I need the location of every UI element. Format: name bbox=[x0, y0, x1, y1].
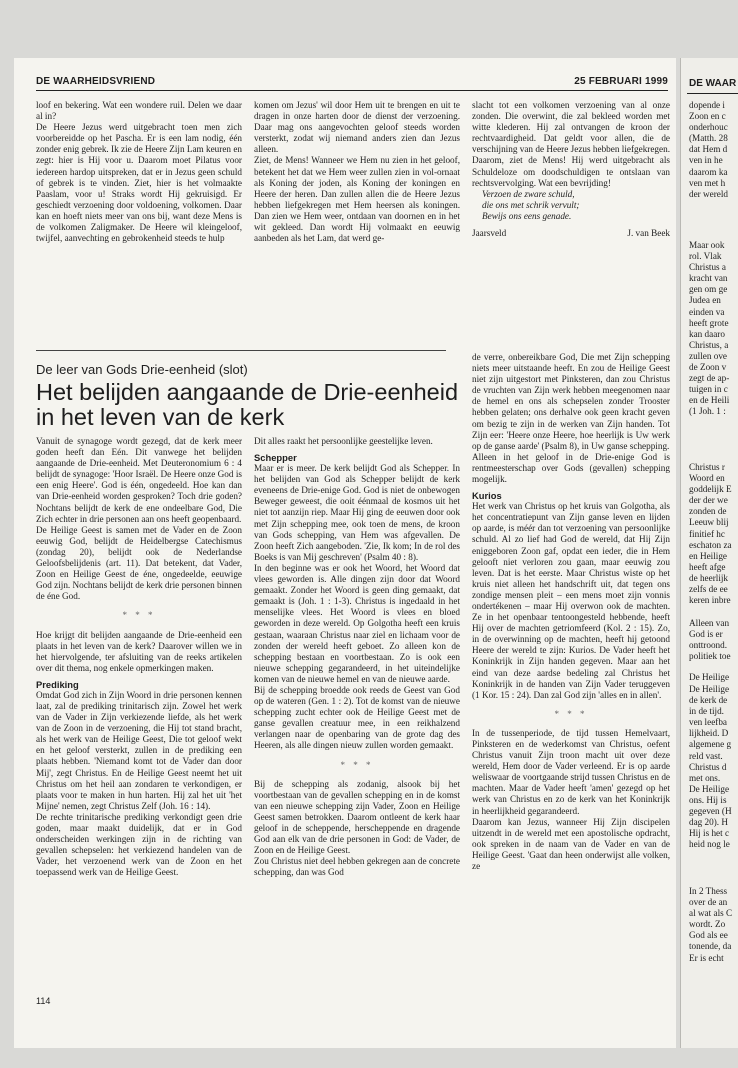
paragraph: Dit alles raakt het persoonlijke geestelijke leven. bbox=[254, 436, 433, 446]
text-line: Alleen van bbox=[689, 618, 730, 628]
paragraph: De rechte trinitarische prediking verkondigt geen drie goden, maar maakt duidelijk, dat er in God onderscheiden werkingen zijn in de richting van gevallen schepselen: het verkiezend handelen van de Vader, het verzoenend werk van de Zoon en het toepassend werk van de Heilige Geest. bbox=[36, 811, 242, 878]
text-line: (1 Joh. 1 : bbox=[689, 406, 726, 417]
text-line: zegt de ap- bbox=[689, 373, 730, 384]
article-title: Het belijden aangaande de Drie-eenheid in het leven van de kerk bbox=[36, 379, 459, 430]
text-line: heeft grote bbox=[689, 317, 729, 328]
poem-line: Bewijs ons eens genade. bbox=[482, 210, 572, 221]
text-line: dat Hem d bbox=[689, 144, 728, 155]
paragraph: Maar er is meer. De kerk belijdt God als Schepper. In het belijden van God als Schepper belijdt de kerk eveneens de Drie-enige God. God is niet de onbewogen Beweger geweest, die ooit éénmaal de kosmos uit het niet tot aanzijn riep. Maar Hij ging de eeuwen door ook met Zijn schepping mee, ook toen de mens, de kroon van Gods schepping, van Hem was afgevallen. De Zoon heeft Zich aangeboden. 'Zie, Ik kom; In de rol des Boeks is van Mij geschreven' (Psalm 40 : 8). bbox=[254, 463, 460, 562]
text-line: de kerk de bbox=[689, 695, 728, 706]
text-line: ven leefba bbox=[689, 717, 728, 728]
text-line: daarom ka bbox=[689, 166, 728, 177]
adjacent-text-block bbox=[689, 462, 732, 606]
text-line: dag 20). H bbox=[689, 817, 729, 828]
text-line: eschaton za bbox=[689, 539, 732, 550]
paragraph: Daarom kan Jezus, wanneer Hij Zijn discipelen uitzendt in de wereld met een apostolische opdracht, ook spreken in de naam van de Vader en van de Heilige Geest. 'Gaat dan heen onderwijst alle volken, ze bbox=[472, 816, 670, 872]
paragraph: slacht tot een volkomen verzoening van al onze zonden. Die overwint, die zal bekleed worden met witte klederen. Hij zal ontvangen de kroon der rechtvaardigheid. Dat geldt voor allen, die de verschijning van de Heere Jezus hebben liefgekregen. Daarom, ziet de Mens! Hij werd uitgebracht als Schuldeloze om doodschuldigen te ontslaan van rechtsvervolging. Wat een bevrijding! bbox=[472, 100, 670, 188]
issue-date: 25 FEBRUARI 1999 bbox=[574, 76, 668, 87]
running-header bbox=[36, 76, 668, 91]
text-line: Christus r bbox=[689, 462, 725, 472]
signature bbox=[472, 228, 670, 239]
text-line: in de tijd. bbox=[689, 706, 724, 717]
text-line: al wat als C bbox=[689, 908, 733, 919]
adjacent-text-block bbox=[689, 240, 729, 418]
page-number: 114 bbox=[36, 996, 51, 1006]
text-line: Er is echt bbox=[689, 952, 724, 963]
text-line: Christus a bbox=[689, 262, 727, 273]
paragraph: Zou Christus niet deel hebben gekregen aan de concrete schepping, dan was God bbox=[254, 856, 460, 878]
text-line: met ons. bbox=[689, 772, 721, 783]
section-separator: * * * bbox=[122, 610, 156, 621]
article-divider bbox=[36, 350, 446, 351]
paragraph: Het werk van Christus op het kruis van Golgotha, als het concentratiepunt van Zijn ganse leven en lijden op aarde, is méér dan tot verzoening van persoonlijke schuld. Al zo lief had God de wereld, dat Hij Zijn eniggeboren Zoon gaf, opdat een ieder, die in Hem gelooft niet verloren zou gaan, maar eeuwig zou leven. Dat is het eerste. Maar Christus wiste op het kruis niet alleen het handschrift uit, dat tegen ons zondige mensen pleit – een mens moet zijn vonnis ondertékenen – maar Hij overwon ook de machten. Ze in het openbaar tentoongesteld hebbende, heeft Hij over de machten getriomfeerd (Kol. 2 : 15). Zo, in de overwinning op de machten, heeft hij getoond Heere der wereld te zijn: Kurios. De Vader heeft het Koninkrijk in Zijn handen gegeven. Maar aan het eind van deze aardse bedeling zal Christus het Koninkrijk in de handen van Zijn Vader teruggeven (1 Kor. 15 : 24). Dan zal God zijn 'alles en in allen'. bbox=[472, 501, 670, 700]
text-line: keren inbre bbox=[689, 595, 731, 606]
paragraph: In de tussenperiode, de tijd tussen Hemelvaart, Pinksteren en de wederkomst van Christus, oefent Christus vanuit Zijn troon macht uit over deze wereld, Hem door de Vader verleend. Er is op aarde weliswaar de voortgaande strijd tussen Christus en de machten. Maar de Vader heeft 'amen' gezegd op het werk van Christus en zo de kerk van het Koninkrijk in heerlijkheid gegarandeerd. bbox=[472, 727, 670, 816]
text-line: gen om ge bbox=[689, 284, 728, 295]
adjacent-text-block bbox=[689, 618, 731, 662]
section-separator: * * * bbox=[554, 708, 588, 719]
article-kicker: De leer van Gods Drie-eenheid (slot) bbox=[36, 362, 248, 377]
text-line: lijkheid. D bbox=[689, 728, 729, 739]
adjacent-header-rule bbox=[687, 93, 738, 94]
text-line: der wereld bbox=[689, 188, 729, 199]
text-line: (Matth. 28 bbox=[689, 133, 728, 144]
adjacent-text-block bbox=[689, 886, 732, 964]
adjacent-header: DE WAAR bbox=[689, 78, 737, 89]
text-line: zullen ove bbox=[689, 350, 728, 361]
section-separator: * * * bbox=[340, 759, 374, 770]
text-line: tonende, da bbox=[689, 941, 732, 952]
section-heading: Schepper bbox=[254, 452, 297, 464]
text-line: en Heilige bbox=[689, 550, 728, 561]
signature-place: Jaarsveld bbox=[472, 228, 507, 239]
text-line: over de an bbox=[689, 897, 728, 908]
text-line: Christus, a bbox=[689, 339, 729, 350]
text-line: reld vast. bbox=[689, 750, 723, 761]
text-line: zonden de bbox=[689, 506, 727, 517]
text-line: kan daaro bbox=[689, 328, 725, 339]
text-line: kracht van bbox=[689, 273, 728, 284]
adjacent-text-block bbox=[689, 684, 732, 850]
text-line: algemene g bbox=[689, 739, 732, 750]
text-line: ven in he bbox=[689, 155, 723, 166]
text-line: Woord en bbox=[689, 473, 725, 484]
text-line: Christus d bbox=[689, 761, 727, 772]
text-line: De Heilige bbox=[689, 684, 730, 694]
paragraph: Hoe krijgt dit belijden aangaande de Drie-eenheid een plaats in het leven van de kerk? Daarover willen we in het hiervolgende, ter afsluiting van de reeks artikelen over dit thema, nog enkele opmerkingen maken. bbox=[36, 629, 242, 673]
text-line: God als ee bbox=[689, 930, 728, 941]
paragraph: komen om Jezus' wil door Hem uit te brengen en uit te dragen in onze harten door de dienst der verzoening. Daar mag ons aangevochten geloof steeds worden versterkt, zodat wij niemand anders zien dan Jezus alleen. bbox=[254, 100, 460, 155]
text-line: heid nog le bbox=[689, 839, 730, 850]
text-line: dopende i bbox=[689, 100, 725, 110]
text-line: ons. Hij is bbox=[689, 794, 727, 805]
paragraph: In den beginne was er ook het Woord, het Woord dat vlees geworden is. Alle dingen zijn door dat Woord gemaakt. Zonder het Woord is geen ding gemaakt, dat gemaakt is (Joh. 1 : 1-3). Christus is ingedaald in het menselijke vlees. Het Woord is vlees en bloed geworden in deze wereld. Op Golgotha heeft een kruis gestaan, waaraan Christus naar ziel en lichaam voor de zonden der wereld heeft geboet. Zo alleen kon de schepping bestaan en voortbestaan. Zo is ook een nieuwe schepping gegarandeerd, in het uiteindelijke komen van de nieuwe hemel en van de nieuwe aarde. bbox=[254, 562, 460, 684]
text-line: In 2 Thess bbox=[689, 886, 728, 896]
text-line: Maar ook bbox=[689, 240, 725, 250]
text-line: onderhouc bbox=[689, 122, 728, 133]
paragraph: Bij de schepping broedde ook reeds de Geest van God op de wateren (Gen. 1 : 2). Tot de komst van de nieuwe schepping zucht echter ook de Heilige Geest met de ganse gevallen creatuur mee, in een reikhalzend verlangen naar de openbaring van de grote dag des Heeren, als alle dingen nieuw zullen worden gemaakt. bbox=[254, 684, 460, 751]
text-line: heeft afge bbox=[689, 561, 726, 572]
adjacent-heading: De Heilige bbox=[689, 672, 730, 682]
article-column-3 bbox=[472, 352, 670, 994]
text-line: der der we bbox=[689, 495, 728, 506]
paragraph: Ziet, de Mens! Wanneer we Hem nu zien in het geloof, betekent het dat we Hem weer zullen zien in vol-ornaat als Koning der joden, als Koning der koningen en Heere der heren. Dan zullen allen die de Heere Jezus hebben liefgekregen met Hem heersen als koningen. Dan zien we Hem weer, ontdaan van doornen en in het wit gekleed. Dan wordt Hij volmaakt en eeuwig aanbeden als het Lam, dat werd ge- bbox=[254, 155, 460, 244]
text-line: De Heilige bbox=[689, 783, 730, 794]
text-line: ven met h bbox=[689, 177, 726, 188]
text-line: rol. Vlak bbox=[689, 251, 722, 262]
text-line: Hij is het c bbox=[689, 828, 730, 839]
text-line: wordt. Zo bbox=[689, 919, 726, 930]
paragraph: Bij de schepping als zodanig, alsook bij het voortbestaan van de gevallen schepping en in de komst van een nieuwe schepping zijn Vader, Zoon en Heilige Geest samen betrokken. Daarom ontleent de kerk haar geloof in de scheppende, herscheppende en dragende God aan elk van de drie personen in God: de Vader, de Zoon en de Heilige Geest. bbox=[254, 778, 460, 856]
text-line: en de Heili bbox=[689, 395, 730, 406]
poem-line: die ons met schrik vervult; bbox=[482, 199, 580, 210]
text-line: Leeuw blij bbox=[689, 517, 729, 528]
signature-author: J. van Beek bbox=[627, 228, 670, 239]
text-line: gegeven (H bbox=[689, 806, 732, 817]
publication-name: DE WAARHEIDSVRIEND bbox=[36, 76, 156, 87]
magazine-page bbox=[14, 58, 676, 1048]
paragraph: loof en bekering. Wat een wondere ruil. Delen we daar al in? bbox=[36, 100, 242, 122]
text-line: Zoon en c bbox=[689, 111, 726, 122]
text-line: de Zoon v bbox=[689, 362, 727, 373]
poem-line: Verzoen de zware schuld, bbox=[482, 188, 575, 199]
poem-quote bbox=[472, 189, 670, 222]
adjacent-text-block bbox=[689, 100, 728, 200]
text-line: zelfs de ee bbox=[689, 584, 728, 595]
paragraph: Omdat God zich in Zijn Woord in drie personen kennen laat, zal de prediking trinitarisch zijn. Zowel het werk van de Vader in Zijn verkiezende liefde, als het werk van de Zoon in de verzoening, die Hij tot stand bracht, als het werk van de Heilige Geest, Die tot geloof wekt en het geloof versterkt, zullen in de prediking een plaats hebben. 'Niemand komt tot de Vader dan door Mij', zegt Christus. En de Heilige Geest neemt het uit Christus om het heil aan zondaren te verkondigen, er plaats voor te maken in hun harten. Hij zal het uit 'het Mijne' nemen, zegt Christus Zelf (Joh. 16 : 14). bbox=[36, 689, 242, 811]
text-line: einden va bbox=[689, 306, 725, 317]
paragraph: Vanuit de synagoge wordt gezegd, dat de kerk meer goden heeft dan Eén. Dit vanwege het belijden aangaande de Drie-eenheid. Met Deuteronomium 6 : 4 belijdt de synagoge: 'Hoor Israël. De Heere onze God is een enig Heere'. God is één, ongedeeld. Hoe kan dan van Drie-eenheid worden gesproken? Toch drie goden? Nochtans belijdt de kerk de ene ondeelbare God, Die Zich echter in drie personen aan ons heeft geopenbaard. bbox=[36, 436, 242, 524]
text-line: de heerlijk bbox=[689, 572, 729, 583]
text-line: finitief hc bbox=[689, 528, 725, 539]
text-line: God is er bbox=[689, 629, 723, 640]
top-column-1 bbox=[36, 100, 242, 346]
paragraph: De Heilige Geest is samen met de Vader en de Zoon eeuwig God, belijdt de Heidelbergse Catechismus (zondag 20), belijdt ook de Nederlandse Geloofsbelijdenis (art. 11). Dat betekent, dat Vader, Zoon en Heilige Geest de éne, ongedeelde, eeuwige God zijn. Nochtans belijdt de kerk drie personen binnen de éne God. bbox=[36, 524, 242, 602]
section-heading: Kurios bbox=[472, 490, 502, 502]
article-column-1 bbox=[36, 436, 242, 991]
paragraph: de verre, onbereikbare God, Die met Zijn schepping niets meer uitstaande heeft. En zou de Heilige Geest niet zijn uitgestort met Pinksteren, dan zou Christus de vruchten van Zijn werk hebben meegenomen naar de hemel en ons als schepselen zonder Trooster hebben gelaten; ons derhalve ook geen kracht geven om bezig te zijn in de werken van Zijn handen. Tot Zijn eer: 'Heere onze Heere, hoe heerlijk is Uw werk op de ganse aarde' (Psalm 8), in Uw ganse schepping. bbox=[472, 352, 670, 451]
text-line: politiek toe bbox=[689, 651, 731, 662]
section-heading: Prediking bbox=[36, 678, 79, 690]
text-line: goddelijk E bbox=[689, 484, 732, 495]
adjacent-page-edge bbox=[680, 58, 738, 1048]
top-column-2 bbox=[254, 100, 460, 346]
text-line: Judea en bbox=[689, 295, 721, 306]
paragraph: De Heere Jezus werd uitgebracht toen men zich voorbereidde op het Pascha. Er is een lam nodig, één zonder enig gebrek. Ik zie de Heere Zijn Lam keuren en zegt: hier is Hij voor u. Daarom moet Pilatus voor iedereen hardop uitspreken, dat er in Jezus geen schuld of gebrek is te vinden. Ziet, hier is het volmaakte Paaslam, voor u! Straks wordt Hij gekruisigd. Er geschiedt verzoening door voldoening, volkomen. Daar kan en hoeft niets meer van ons bij, want deze Mens is de volkomen Zaligmaker. De Heere wil kleingeloof, twijfel, aanvechting en gebrokenheid steeds te hulp bbox=[36, 122, 242, 244]
text-line: onttroond. bbox=[689, 640, 728, 651]
top-column-3 bbox=[472, 100, 670, 346]
article-column-2 bbox=[254, 436, 460, 991]
text-line: tuigen in c bbox=[689, 384, 728, 395]
paragraph: Alleen in het geloof in de Drie-enige God is rentmeesterschap over Gods (gevallen) schepping mogelijk. bbox=[472, 451, 670, 485]
